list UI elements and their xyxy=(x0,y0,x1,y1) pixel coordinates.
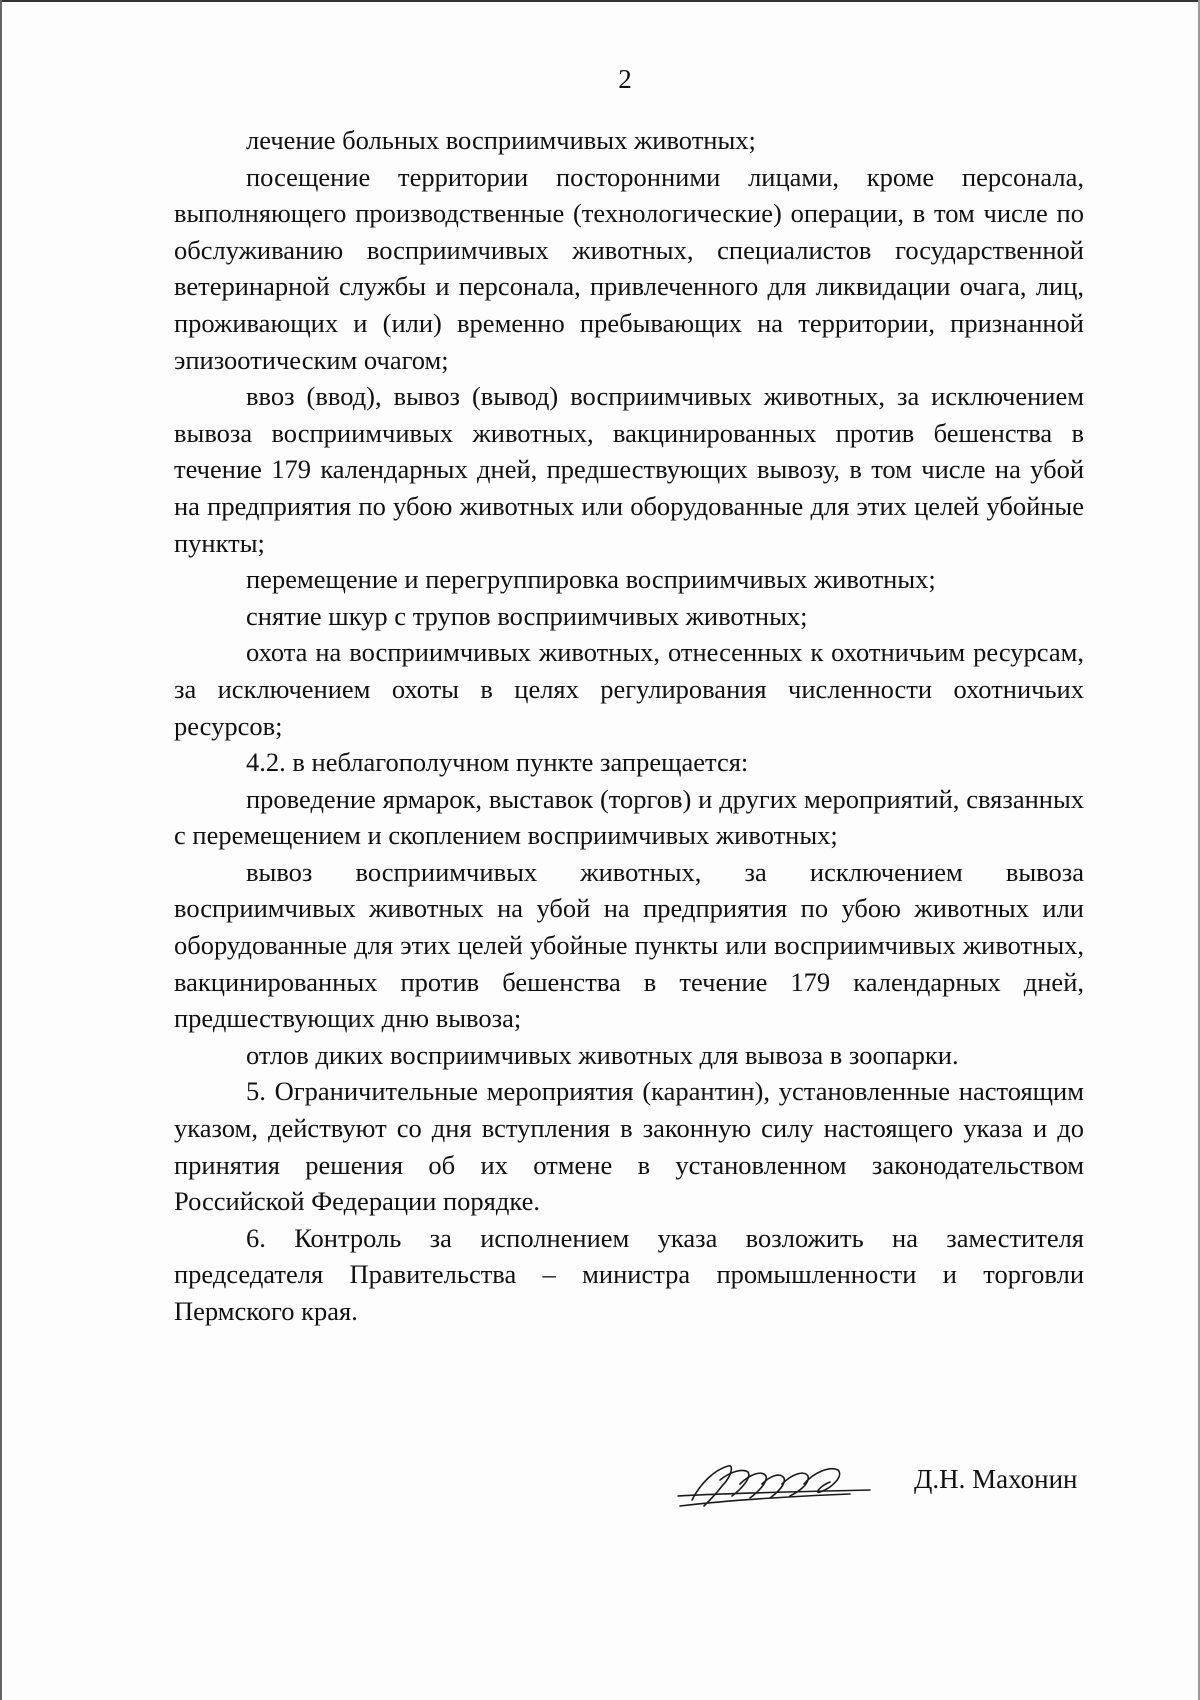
handwritten-signature xyxy=(670,1450,890,1520)
document-body xyxy=(174,122,1084,1330)
paragraph-section-6: 6. Контроль за исполнением указа возложить на заместителя председателя Правительства – министра промышленности и торговли Пермского края. xyxy=(174,1222,1084,1326)
paragraph-capture: отлов диких восприимчивых животных для вывоза в зоопарки. xyxy=(246,1039,959,1070)
paragraph-section-5: 5. Ограничительные мероприятия (карантин), установленные настоящим указом, действуют со дня вступления в законную силу настоящего указа и до принятия решения об их отмене в установленном законодательством Российской Федерации порядке. xyxy=(174,1076,1084,1217)
scan-edge-top xyxy=(0,0,1200,2)
paragraph-hunting: охота на восприимчивых животных, отнесенных к охотничьим ресурсам, за исключением охоты в целях регулирования численности охотничьих ресурсов; xyxy=(174,637,1084,741)
signature-block xyxy=(670,1450,1090,1520)
page-number: 2 xyxy=(618,64,632,94)
paragraph-regrouping: перемещение и перегруппировка восприимчивых животных; xyxy=(246,564,936,595)
scan-edge-left xyxy=(0,0,2,1700)
signer-name: Д.Н. Махонин xyxy=(914,1464,1078,1494)
paragraph-treatment: лечение больных восприимчивых животных; xyxy=(246,125,756,155)
paragraph-import-export: ввоз (ввод), вывоз (вывод) восприимчивых животных, за исключением вывоза восприимчивых животных, вакцинированных против бешенства в течение 179 календарных дней, предшествующих вывозу, в том числе на убой на предприятия по убою животных или оборудованные для этих целей убойные пункты; xyxy=(174,381,1084,558)
paragraph-skinning: снятие шкур с трупов восприимчивых животных; xyxy=(246,600,808,631)
paragraph-section-4-2: 4.2. в неблагополучном пункте запрещается: xyxy=(246,747,749,778)
paragraph-export: вывоз восприимчивых животных, за исключением вывоза восприимчивых животных на убой на предприятия по убою животных или оборудованные для этих целей убойные пункты или восприимчивых животных, вакцинированных против бешенства в течение 179 календарных дней, предшествующих дню вывоза; xyxy=(174,856,1084,1034)
paragraph-visits: посещение территории посторонними лицами, кроме персонала, выполняющего производственные (технологические) операции, в том числе по обслуживанию восприимчивых животных, специалистов государственной ветеринарной службы и персонала, привлеченного для ликвидации очага, лиц, проживающих и (или) временно пребывающих на территории, признанной эпизоотическим очагом; xyxy=(174,161,1084,375)
paragraph-fairs: проведение ярмарок, выставок (торгов) и других мероприятий, связанных с перемещением и скоплением восприимчивых животных; xyxy=(174,783,1084,851)
